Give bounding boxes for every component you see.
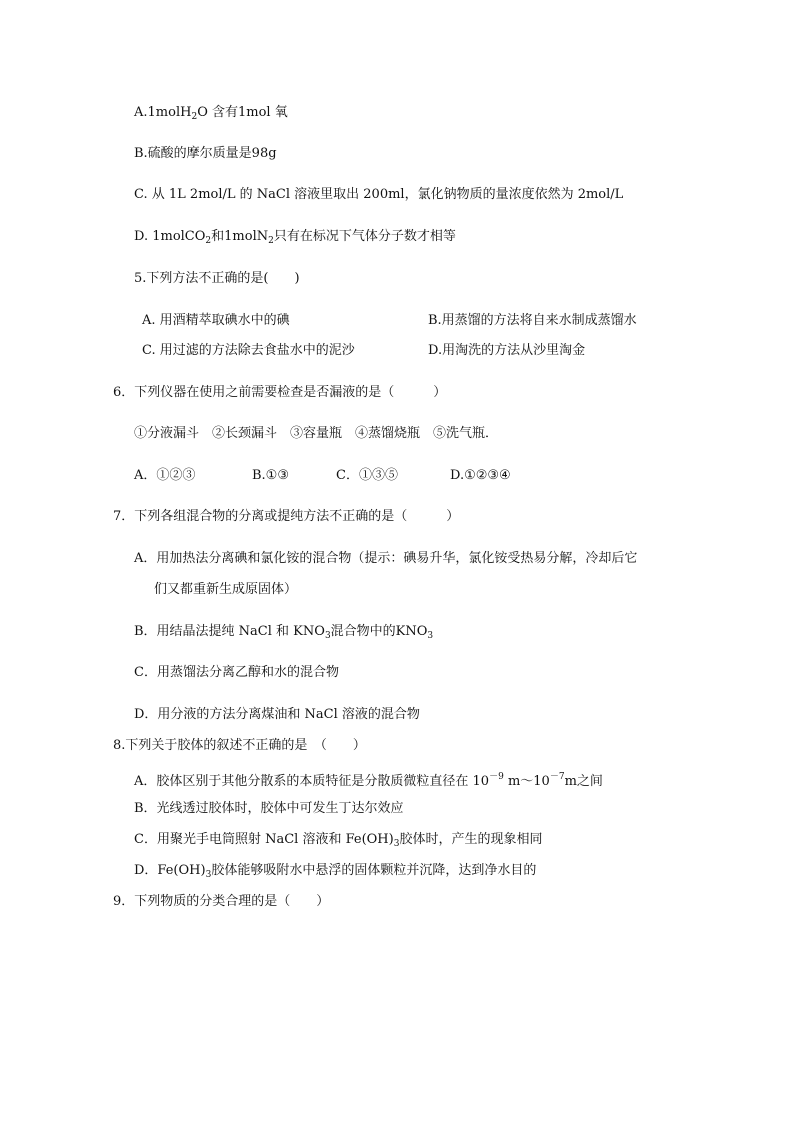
q7-option-a-line2: 们又都重新生成原固体） <box>154 582 298 597</box>
q8-option-b: B．光线透过胶体时，胶体中可发生丁达尔效应 <box>134 801 404 816</box>
subscript: 3 <box>205 870 212 880</box>
q6-option-a: A．①②③ <box>134 468 196 483</box>
q6-option-d: D.①②③④ <box>450 468 511 483</box>
q7-option-b-text-mid: 混合物中的KNO <box>330 624 428 639</box>
q8-option-a-text-end: m之间 <box>564 774 603 789</box>
q8-option-d-text: D．Fe(OH) <box>134 863 206 878</box>
q5-option-b: B.用蒸馏的方法将自来水制成蒸馏水 <box>428 313 637 328</box>
q7-option-b-text: B．用结晶法提纯 NaCl 和 KNO <box>134 624 325 639</box>
superscript: －7 <box>549 772 565 782</box>
q8-stem: 8.下列关于胶体的叙述不正确的是 （ ） <box>113 738 366 753</box>
q7-option-c: C．用蒸馏法分离乙醇和水的混合物 <box>134 665 339 680</box>
subscript: 3 <box>393 839 400 849</box>
q8-option-c <box>134 831 542 853</box>
q7-option-b <box>134 623 433 645</box>
q8-option-a-text-mid: m～10 <box>503 774 550 789</box>
q6-items: ①分液漏斗 ②长颈漏斗 ③容量瓶 ④蒸馏烧瓶 ⑤洗气瓶． <box>134 426 499 441</box>
q6-option-b: B.①③ <box>252 468 289 483</box>
q4-option-d-text-end: 只有在标况下气体分子数才相等 <box>273 229 456 244</box>
q4-option-d-text-mid: 和1molN <box>211 229 269 244</box>
subscript: 2 <box>268 236 274 246</box>
subscript: 3 <box>427 631 434 641</box>
q8-option-d <box>134 862 536 884</box>
q7-option-d: D．用分液的方法分离煤油和 NaCl 溶液的混合物 <box>134 707 420 722</box>
q8-option-c-text: C．用聚光手电筒照射 NaCl 溶液和 Fe(OH) <box>134 832 394 847</box>
q4-option-a-text: A.1molH <box>134 105 192 120</box>
subscript: 2 <box>205 236 212 246</box>
q4-option-b: B.硫酸的摩尔质量是98g <box>134 146 277 161</box>
q8-option-a <box>134 768 603 791</box>
q5-stem: 5.下列方法不正确的是( ) <box>134 271 300 286</box>
subscript: 3 <box>324 631 331 641</box>
q5-option-d: D.用淘洗的方法从沙里淘金 <box>428 343 586 358</box>
superscript: －9 <box>489 772 504 782</box>
q8-option-d-text-end: 胶体能够吸附水中悬浮的固体颗粒并沉降，达到净水目的 <box>211 863 537 878</box>
subscript: 2 <box>191 112 198 122</box>
q4-option-a-text-end: O 含有1mol 氧 <box>197 105 288 120</box>
q4-option-a <box>134 104 288 126</box>
q5-option-c: C. 用过滤的方法除去食盐水中的泥沙 <box>142 343 355 358</box>
q4-option-d <box>134 228 456 250</box>
q5-option-a: A. 用酒精萃取碘水中的碘 <box>142 313 290 328</box>
q8-option-c-text-end: 胶体时，产生的现象相同 <box>399 832 543 847</box>
q4-option-c: C. 从 1L 2mol/L 的 NaCl 溶液里取出 200ml，氯化钠物质的量浓度依然为 2mol/L <box>134 187 624 202</box>
q6-stem: 6．下列仪器在使用之前需要检查是否漏液的是（ ） <box>113 385 447 400</box>
q8-option-a-text: A．胶体区别于其他分散系的本质特征是分散质微粒直径在 10 <box>134 774 490 789</box>
q4-option-d-text: D. 1molCO <box>134 229 206 244</box>
q6-option-c: C．①③⑤ <box>336 468 398 483</box>
q7-option-a-line1: A．用加热法分离碘和氯化铵的混合物（提示：碘易升华，氯化铵受热易分解，冷却后它 <box>134 551 638 566</box>
q7-stem: 7．下列各组混合物的分离或提纯方法不正确的是（ ） <box>113 509 460 524</box>
q9-stem: 9．下列物质的分类合理的是（ ） <box>113 894 330 909</box>
